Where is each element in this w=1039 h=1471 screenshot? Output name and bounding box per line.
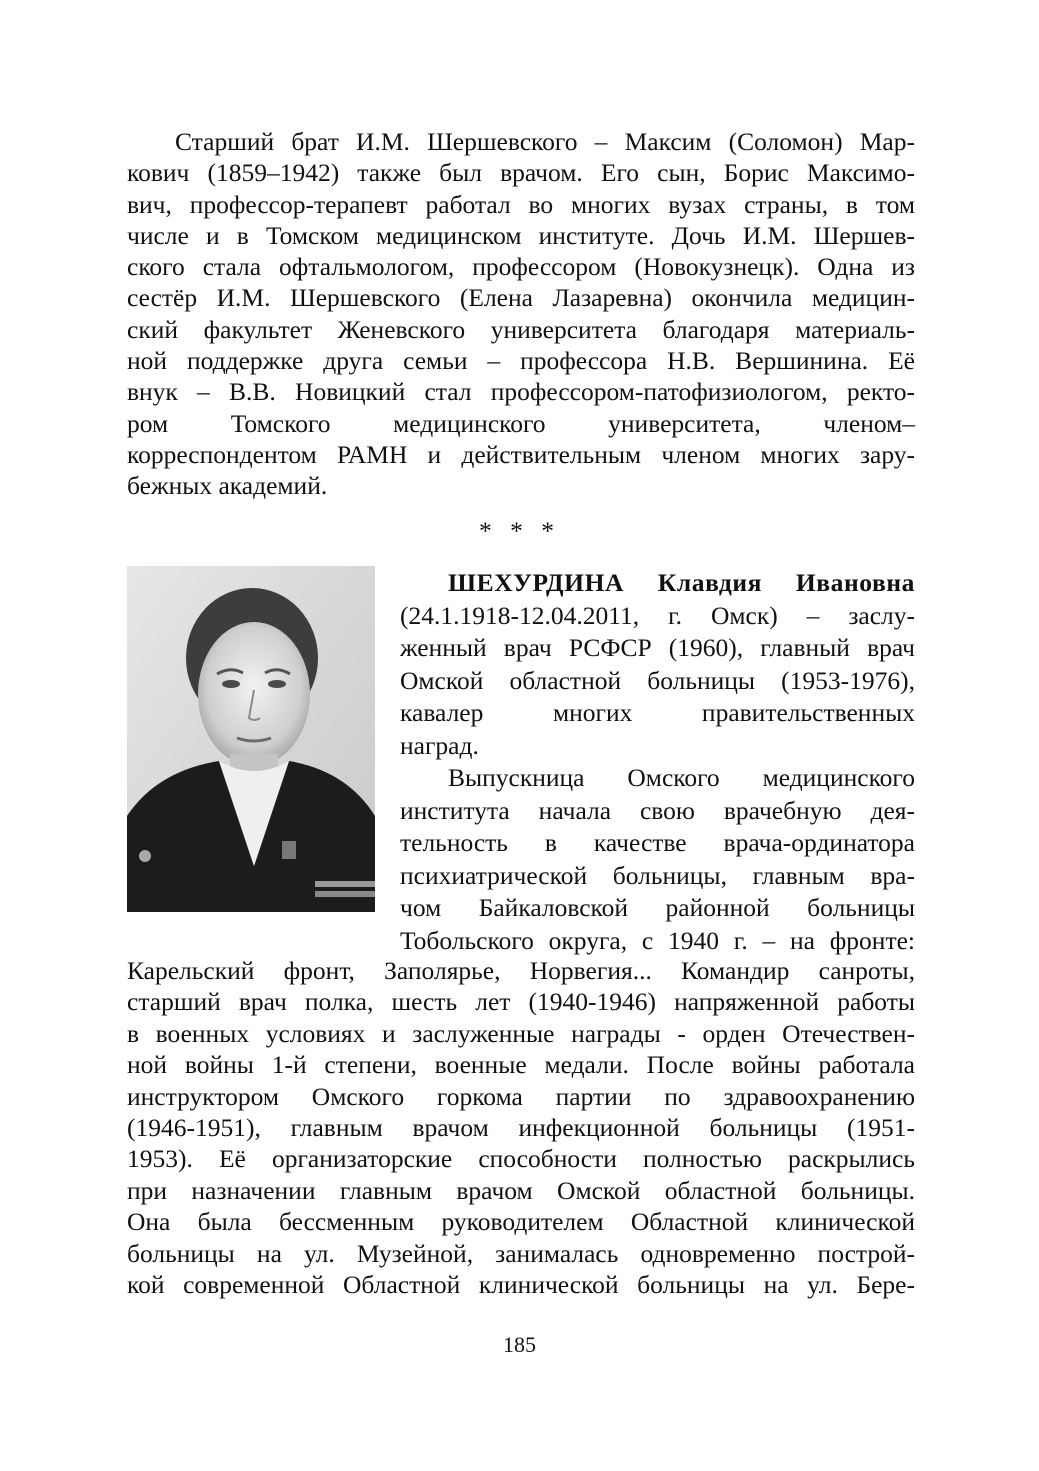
text-line: корреспондентом РАМН и действительным членом многих зару- xyxy=(127,439,915,469)
text-line: женный врач РСФСР (1960), главный врач xyxy=(400,633,915,662)
text-line: института начала свою врачебную дея- xyxy=(400,795,915,825)
text-line: (24.1.1918-12.04.2011, г. Омск) – заслу- xyxy=(400,600,915,630)
page-number: 185 xyxy=(503,1332,536,1357)
text-line: вич, профессор-терапевт работал во многих вузах страны, в том xyxy=(127,189,915,219)
text-line: кой современной Областной клинической больницы на ул. Бере- xyxy=(127,1270,915,1300)
text-line: бежных академий. xyxy=(127,471,328,501)
text-line: при назначении главным врачом Омской областной больницы. xyxy=(127,1175,915,1205)
section-separator: * * * xyxy=(479,516,560,545)
text-line: больницы на ул. Музейной, занималась одновременно построй- xyxy=(127,1238,915,1268)
text-line: ского стала офтальмологом, профессором (Новокузнецк). Одна из xyxy=(127,252,915,282)
text-line: ной войны 1-й степени, военные медали. После войны работала xyxy=(127,1050,915,1080)
text-line: кович (1859–1942) также был врачом. Его сын, Борис Максимо- xyxy=(127,158,915,188)
paragraph-shershevsky xyxy=(127,126,915,502)
text-line: Тобольского округа, с 1940 г. – на фронте: xyxy=(400,925,915,955)
text-line: кавалер многих правительственных xyxy=(400,698,915,727)
text-line: тельность в качестве врача-ординатора xyxy=(400,828,915,857)
text-line: (1946-1951), главным врачом инфекционной больницы (1951- xyxy=(127,1113,915,1143)
text-line: Омской областной больницы (1953-1976), xyxy=(400,665,915,695)
text-line: наград. xyxy=(400,730,479,760)
portrait-photo xyxy=(127,566,375,912)
text-line: психиатрической больницы, главным вра- xyxy=(400,860,915,890)
text-line: 1953). Её организаторские способности полностью раскрылись xyxy=(127,1144,915,1174)
text-line: Старший брат И.М. Шершевского – Максим (Соломон) Мар- xyxy=(175,127,915,156)
text-line: числе и в Томском медицинском институте. Дочь И.М. Шершев- xyxy=(127,220,915,250)
text-line: инструктором Омского горкома партии по здравоохранению xyxy=(127,1081,915,1111)
text-line: в военных условиях и заслуженные награды - орден Отечествен- xyxy=(127,1018,915,1048)
text-line: Выпускница Омского медицинского xyxy=(448,763,915,792)
text-line: Карельский фронт, Заполярье, Норвегия... Командир санроты, xyxy=(127,956,915,985)
text-line: внук – В.В. Новицкий стал профессором-патофизиологом, ректо- xyxy=(127,377,915,407)
text-line: ной поддержке друга семьи – профессора Н.В. Вершинина. Её xyxy=(127,346,915,376)
biography-header xyxy=(400,567,915,957)
text-line: сестёр И.М. Шершевского (Елена Лазаревна) окончила медицин- xyxy=(127,283,915,313)
biography-body xyxy=(127,955,915,1300)
text-line: Она была бессменным руководителем Областной клинической xyxy=(127,1207,915,1237)
text-line: ский факультет Женевского университета благодаря материаль- xyxy=(127,314,915,344)
person-name: ШЕХУРДИНА Клавдия Ивановна xyxy=(448,568,915,597)
text-line: старший врач полка, шесть лет (1940-1946) напряженной работы xyxy=(127,987,915,1017)
text-line: чом Байкаловской районной больницы xyxy=(400,893,915,922)
text-line: ром Томского медицинского университета, членом– xyxy=(127,408,915,438)
